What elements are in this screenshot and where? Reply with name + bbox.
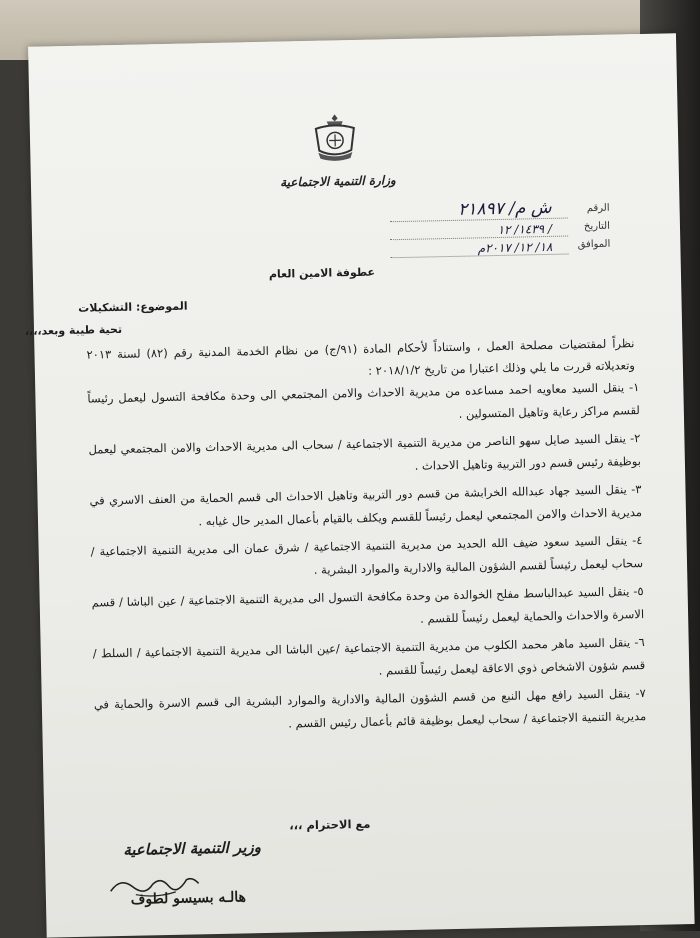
decision-item: ١- ينقل السيد معاويه احمد مساعده من مديرية الاحداث والامن المجتمعي الى وحدة مكافحة التسول ليعمل رئيساً لقسم مراكز رعاية وتاهيل المتسولين . bbox=[87, 380, 640, 421]
reference-corresponds-label: الموافق bbox=[577, 238, 611, 251]
ministry-name: وزارة التنمية الاجتماعية bbox=[280, 173, 396, 190]
reference-corresponds-value: ١٨/ ١٢/ ٢٠١٧م bbox=[477, 239, 553, 256]
reference-date-label: التاريخ bbox=[583, 220, 611, 233]
coat-of-arms-emblem bbox=[310, 112, 361, 165]
decision-item: ٣- ينقل السيد جهاد عبدالله الخرابشة من قسم دور التربية وتاهيل الاحداث الى قسم الحماية من العنف الاسري في مديرية الاحداث والامن المجتمعي ليعمل رئيساً للقسم ويكلف بالقيام بأعمال المدير حال غيابه . bbox=[89, 482, 643, 528]
decision-item: ٧- ينقل السيد رافع مهل النبع من قسم الشؤون المالية والادارية والموارد البشرية الى قسم الاسرة والحماية في مديرية التنمية الاجتماعية / سحاب ليعمل بوظيفة قائم بأعمال رئيس القسم . bbox=[93, 685, 647, 730]
greeting: تحية طيبة وبعد،،،، bbox=[24, 322, 123, 338]
signatory-name: هالـه بسيسو لطوف bbox=[130, 889, 247, 908]
decision-item: ٤- ينقل السيد سعود ضيف الله الحديد من مديرية التنمية الاجتماعية / شرق عمان الى مديرية التنمية الاجتماعية / سحاب ليعمل رئيساً لقسم الشؤون المالية والادارية والموارد البشرية . bbox=[90, 533, 644, 577]
decision-item: ٢- ينقل السيد صايل سهو الناصر من مديرية التنمية الاجتماعية / سحاب الى مديرية الاحداث والامن المجتمعي ليعمل بوظيفة رئيس قسم دور التربية وتاهيل الاحداث . bbox=[88, 431, 642, 473]
letter-content bbox=[24, 33, 695, 937]
decision-item: ٥- ينقل السيد عبدالباسط مفلح الخوالدة من وحدة مكافحة التسول الى مديرية التنمية الاجتماعية / عين الباشا / قسم الاسرة والاحداث والحماية ليعمل رئيساً للقسم . bbox=[91, 584, 645, 626]
addressee: عطوفة الامين العام bbox=[268, 265, 376, 281]
decision-item: ٦- ينقل السيد ماهر محمد الكلوب من مديرية التنمية الاجتماعية /عين الباشا الى مديرية التنمية الاجتماعية / السلط / قسم شؤون الاشخاص ذوي الاعاقة ليعمل رئيساً للقسم . bbox=[92, 635, 646, 678]
reference-corresponds-row bbox=[390, 239, 610, 262]
reference-number-label: الرقم bbox=[586, 202, 610, 215]
signatory-title: وزير التنمية الاجتماعية bbox=[123, 838, 262, 859]
reference-date-value: / ١٤٣٩/ ١٢ bbox=[497, 221, 553, 237]
decision-list bbox=[87, 376, 646, 744]
reference-block bbox=[390, 197, 611, 262]
intro-paragraph: نظراً لمقتضيات مصلحة العمل ، واستناداً لأحكام المادة (٩١/ج) من نظام الخدمة المدنية رقم (٨٢) لسنة ٢٠١٣ وتعديلاته قررت ما يلي وذلك اعتبارا من تاريخ ٢٠١٨/١/٢ : bbox=[86, 336, 636, 378]
subject-line: الموضوع: التشكيلات bbox=[78, 299, 188, 315]
reference-number-value: ش م/ ٢١٨٩٧ bbox=[457, 197, 552, 220]
closing-phrase: مع الاحترام ،،، bbox=[289, 816, 371, 833]
letter-page bbox=[24, 33, 695, 937]
